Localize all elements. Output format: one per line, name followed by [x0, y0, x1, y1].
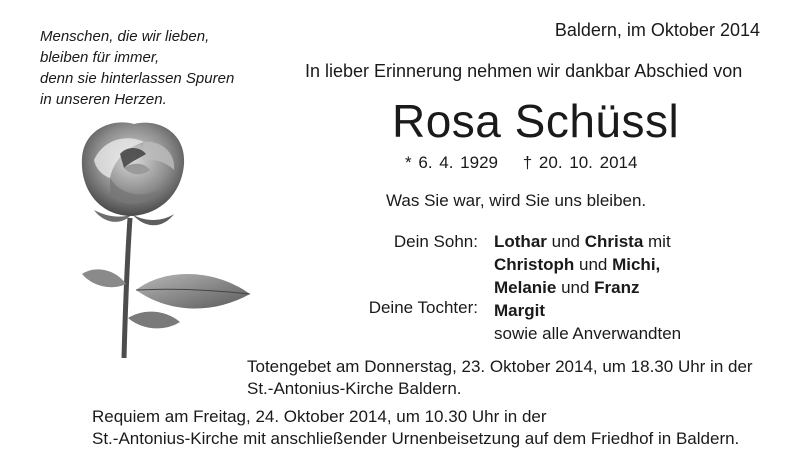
deceased-name: Rosa Schüssl: [392, 95, 680, 147]
poem-line: denn sie hinterlassen Spuren: [40, 70, 235, 87]
poem-line: bleiben für immer,: [40, 49, 160, 66]
family-line: sowie alle Anverwandten: [494, 324, 682, 343]
death-date: 20. 10. 2014: [538, 153, 638, 172]
family-line: Lothar und Christa mit: [494, 232, 671, 251]
memorial-poem: [40, 26, 280, 110]
prayer-line: Totengebet am Donnerstag, 23. Oktober 2014, um 18.30 Uhr in der: [247, 357, 753, 376]
family-line: Christoph und Michi,: [494, 255, 661, 274]
family-names: [494, 230, 681, 345]
requiem-line: Requiem am Freitag, 24. Oktober 2014, um 10.30 Uhr in der: [92, 407, 547, 426]
rose-icon: [74, 118, 264, 363]
poem-line: Menschen, die wir lieben,: [40, 28, 210, 45]
birth-symbol: *: [405, 153, 412, 172]
son-label: Dein Sohn:: [393, 232, 478, 251]
place-date: Baldern, im Oktober 2014: [554, 20, 760, 40]
requiem-notice: [92, 406, 739, 450]
birth-date: 6. 4. 1929: [418, 153, 498, 172]
poem-line: in unseren Herzen.: [40, 91, 167, 108]
prayer-notice: [247, 356, 753, 400]
family-line: Melanie und Franz: [494, 278, 640, 297]
prayer-line: St.-Antonius-Kirche Baldern.: [247, 379, 462, 398]
requiem-line: St.-Antonius-Kirche mit anschließender Urnenbeisetzung auf dem Friedhof in Baldern.: [92, 429, 740, 448]
intro-text: In lieber Erinnerung nehmen wir dankbar Abschied von: [305, 61, 743, 81]
family-line: Margit: [494, 301, 545, 320]
daughter-label: Deine Tochter:: [368, 298, 478, 317]
motto: Was Sie war, wird Sie uns bleiben.: [386, 191, 647, 210]
death-symbol: †: [522, 153, 533, 172]
life-dates: [405, 153, 637, 173]
